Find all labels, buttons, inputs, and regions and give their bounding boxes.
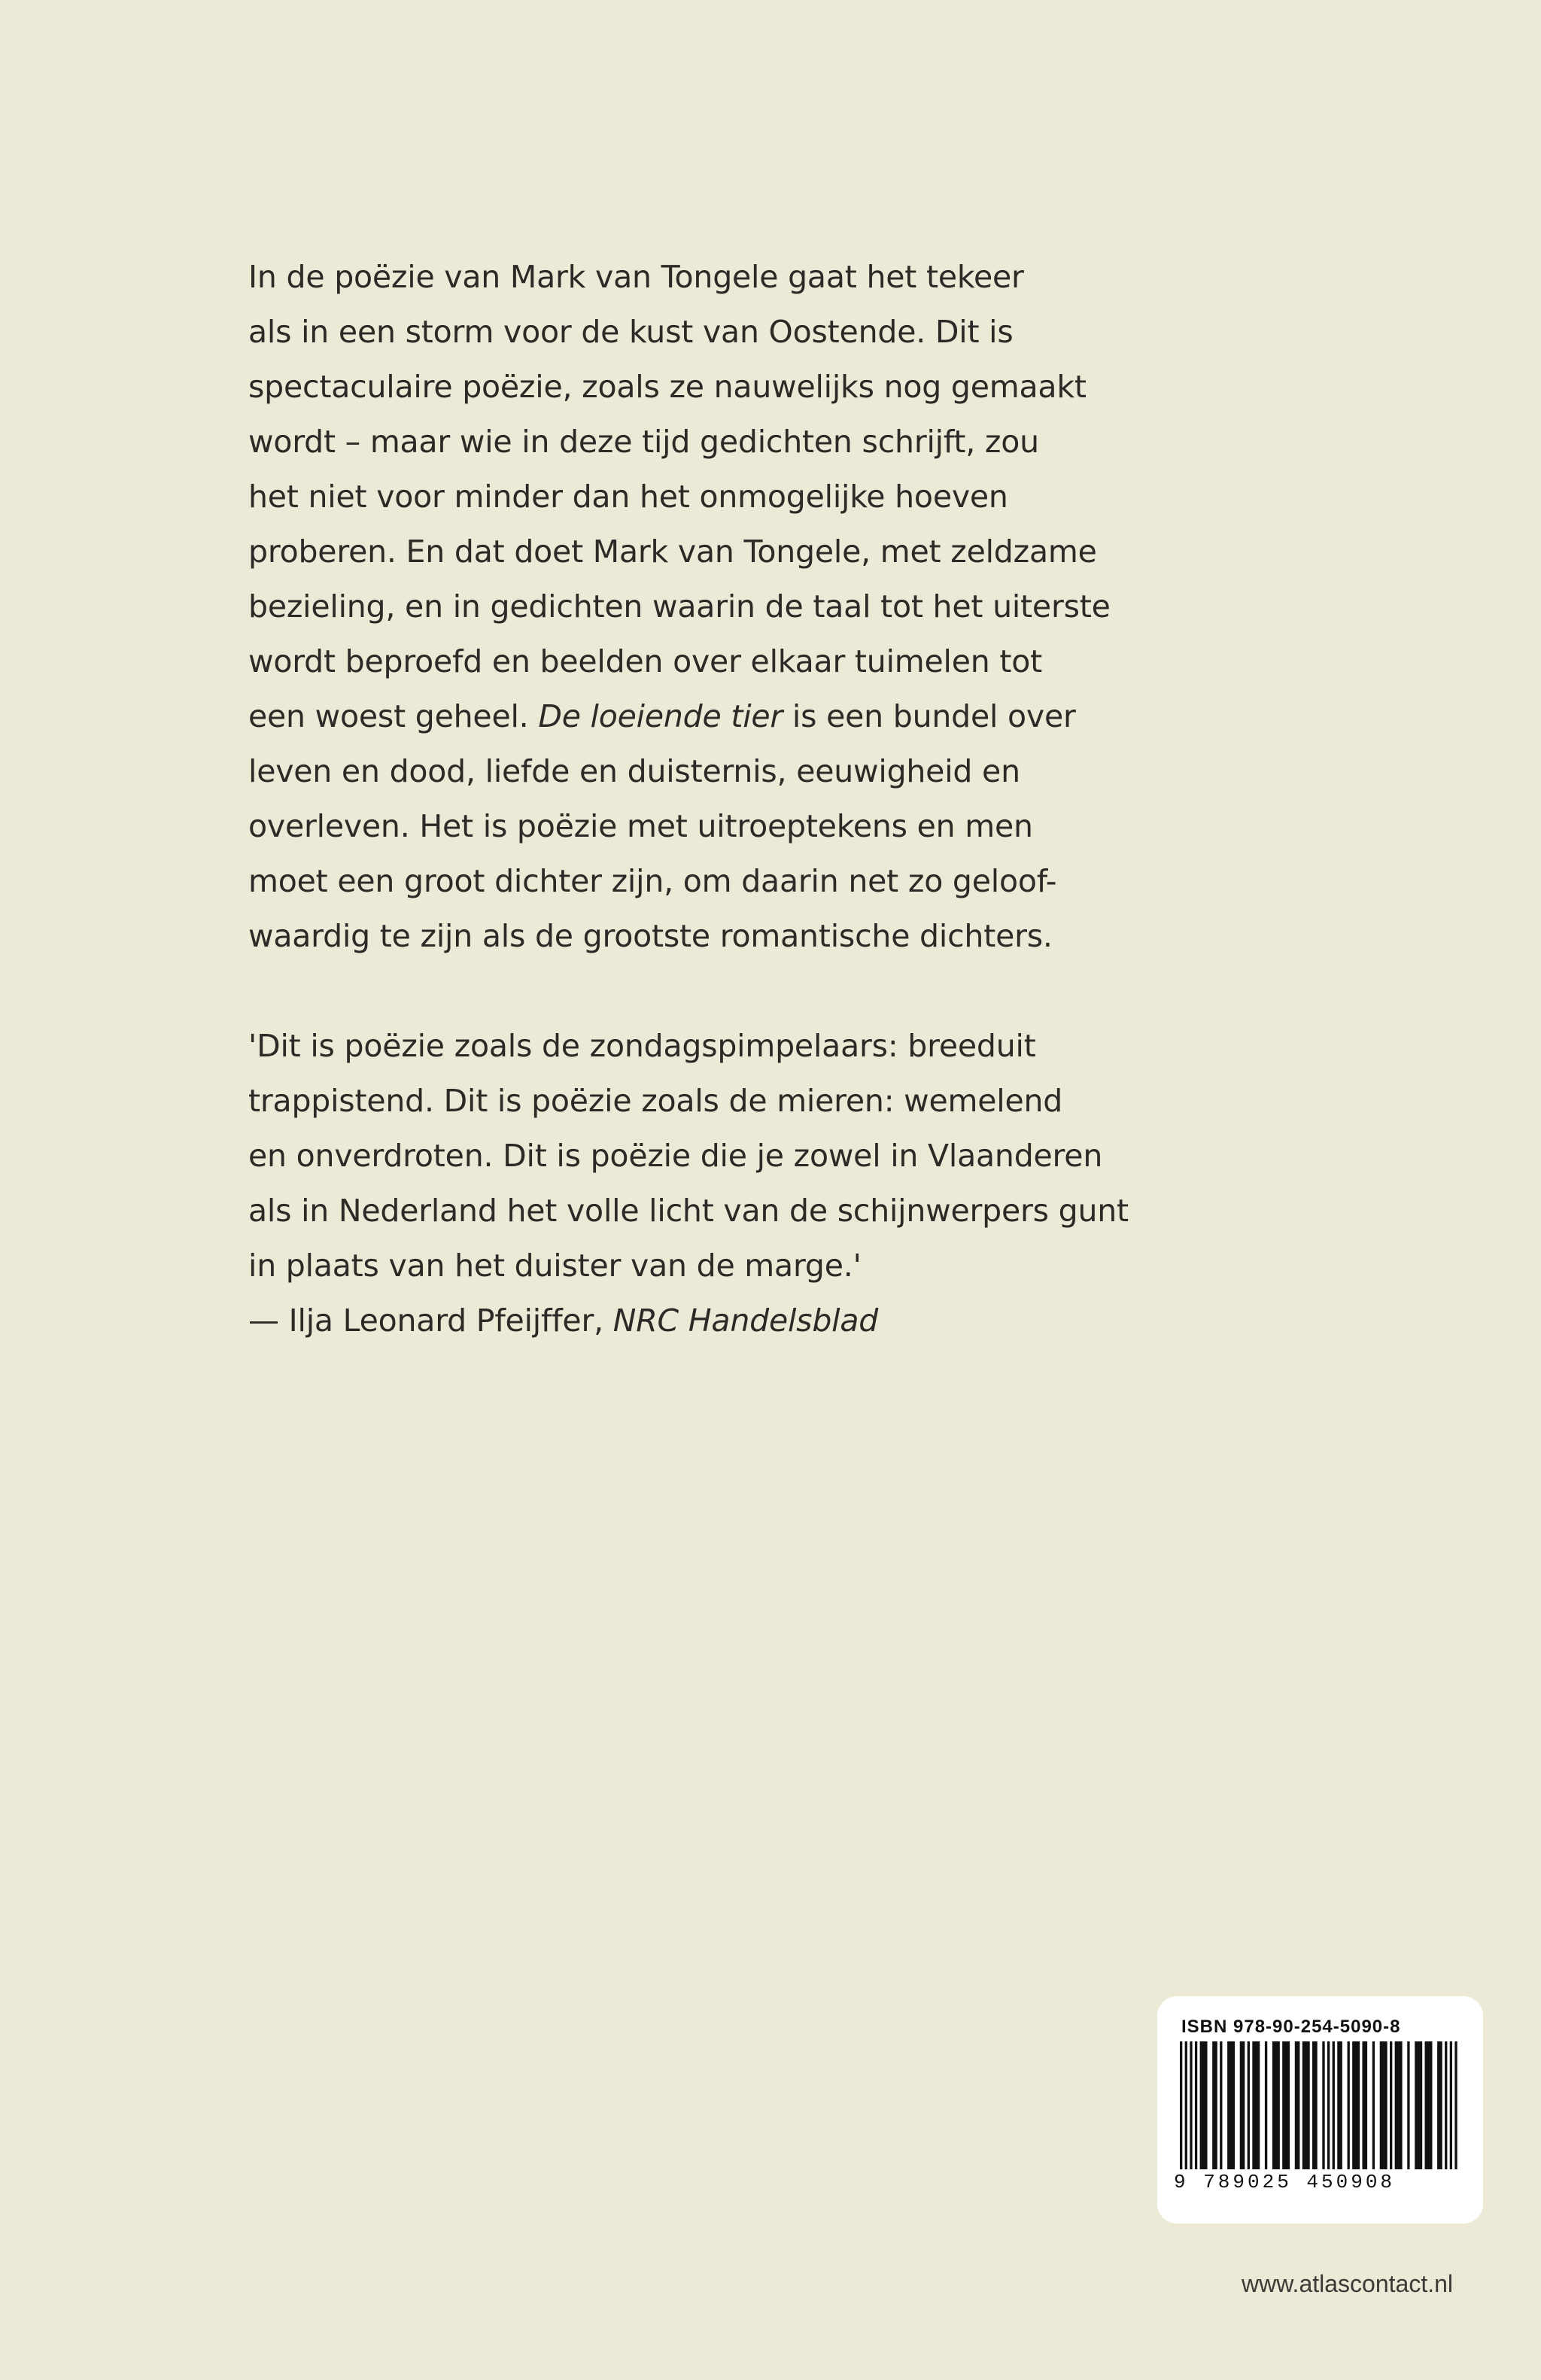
description-line: wordt – maar wie in deze tijd gedichten schrijft, zou (248, 424, 1039, 460)
barcode-bar (1352, 2041, 1360, 2169)
barcode-bar (1240, 2041, 1245, 2169)
description-line: bezieling, en in gedichten waarin de taal tot het uiterste (248, 588, 1111, 625)
quote-line: en onverdroten. Dit is poëzie die je zowel in Vlaanderen (248, 1138, 1103, 1174)
barcode-bar (1372, 2041, 1375, 2169)
description-line: In de poëzie van Mark van Tongele gaat het tekeer (248, 259, 1024, 295)
barcode-bar (1248, 2041, 1250, 2169)
description-line: het niet voor minder dan het onmogelijke hoeven (248, 479, 1008, 515)
description-line: als in een storm voor de kust van Oostende. Dit is (248, 314, 1014, 350)
barcode-bar (1195, 2041, 1197, 2169)
description-line: proberen. En dat doet Mark van Tongele, met zeldzame (248, 533, 1097, 570)
barcode-bar (1454, 2041, 1457, 2169)
barcode-bar (1450, 2041, 1452, 2169)
barcode-bar (1362, 2041, 1367, 2169)
attribution-author: — Ilja Leonard Pfeijffer, (248, 1302, 613, 1339)
line-suffix: is een bundel over (783, 698, 1076, 734)
isbn-label: ISBN 978-90-254-5090-8 (1181, 2017, 1401, 2037)
barcode-bar (1302, 2041, 1310, 2169)
description-line: spectaculaire poëzie, zoals ze nauwelijks nog gemaakt (248, 369, 1087, 405)
description-line: wordt beproefd en beelden over elkaar tuimelen tot (248, 643, 1043, 679)
barcode-bar (1265, 2041, 1267, 2169)
barcode-bar (1437, 2041, 1442, 2169)
barcode-bar (1200, 2041, 1208, 2169)
barcode-bar (1185, 2041, 1187, 2169)
description-line-with-title (248, 689, 1226, 744)
barcode-bar (1445, 2041, 1447, 2169)
line-prefix: een woest geheel. (248, 698, 539, 734)
barcode-bar (1348, 2041, 1350, 2169)
barcode-bar (1322, 2041, 1324, 2169)
attribution-source: NRC Handelsblad (612, 1302, 879, 1339)
ean-digits: 9 789025 450908 (1174, 2171, 1396, 2193)
barcode-bar (1425, 2041, 1433, 2169)
description-line: moet een groot dichter zijn, om daarin net zo geloof- (248, 863, 1057, 899)
description-paragraph (248, 250, 1226, 964)
barcode-bar (1252, 2041, 1260, 2169)
quote-attribution (248, 1293, 1226, 1348)
barcode-bar (1407, 2041, 1409, 2169)
barcode-bar (1282, 2041, 1290, 2169)
barcode-bar (1337, 2041, 1342, 2169)
barcode-icon (1180, 2041, 1460, 2169)
description-line: overleven. Het is poëzie met uitroeptekens en men (248, 808, 1033, 844)
barcode-bar (1312, 2041, 1318, 2169)
barcode-bar (1220, 2041, 1222, 2169)
barcode-bar (1180, 2041, 1182, 2169)
barcode-bar (1295, 2041, 1300, 2169)
barcode-bar (1227, 2041, 1235, 2169)
publisher-website: www.atlascontact.nl (1241, 2270, 1453, 2297)
description-line: waardig te zijn als de grootste romantische dichters. (248, 918, 1053, 954)
barcode-bar (1415, 2041, 1422, 2169)
barcode-bar (1272, 2041, 1280, 2169)
review-quote (248, 1019, 1226, 1348)
quote-line: trappistend. Dit is poëzie zoals de mieren: wemelend (248, 1083, 1063, 1119)
quote-line: als in Nederland het volle licht van de schijnwerpers gunt (248, 1193, 1129, 1229)
barcode-bar (1212, 2041, 1217, 2169)
back-cover-blurb (248, 250, 1226, 1348)
quote-line: 'Dit is poëzie zoals de zondagspimpelaars: breeduit (248, 1028, 1036, 1064)
quote-line: in plaats van het duister van de marge.' (248, 1248, 862, 1284)
description-line: leven en dood, liefde en duisternis, eeuwigheid en (248, 753, 1020, 789)
book-title: De loeiende tier (538, 698, 783, 734)
barcode-bar (1395, 2041, 1403, 2169)
barcode-bar (1380, 2041, 1388, 2169)
barcode-bar (1327, 2041, 1330, 2169)
barcode-bar (1390, 2041, 1392, 2169)
barcode-bar (1190, 2041, 1192, 2169)
barcode-bar (1333, 2041, 1335, 2169)
